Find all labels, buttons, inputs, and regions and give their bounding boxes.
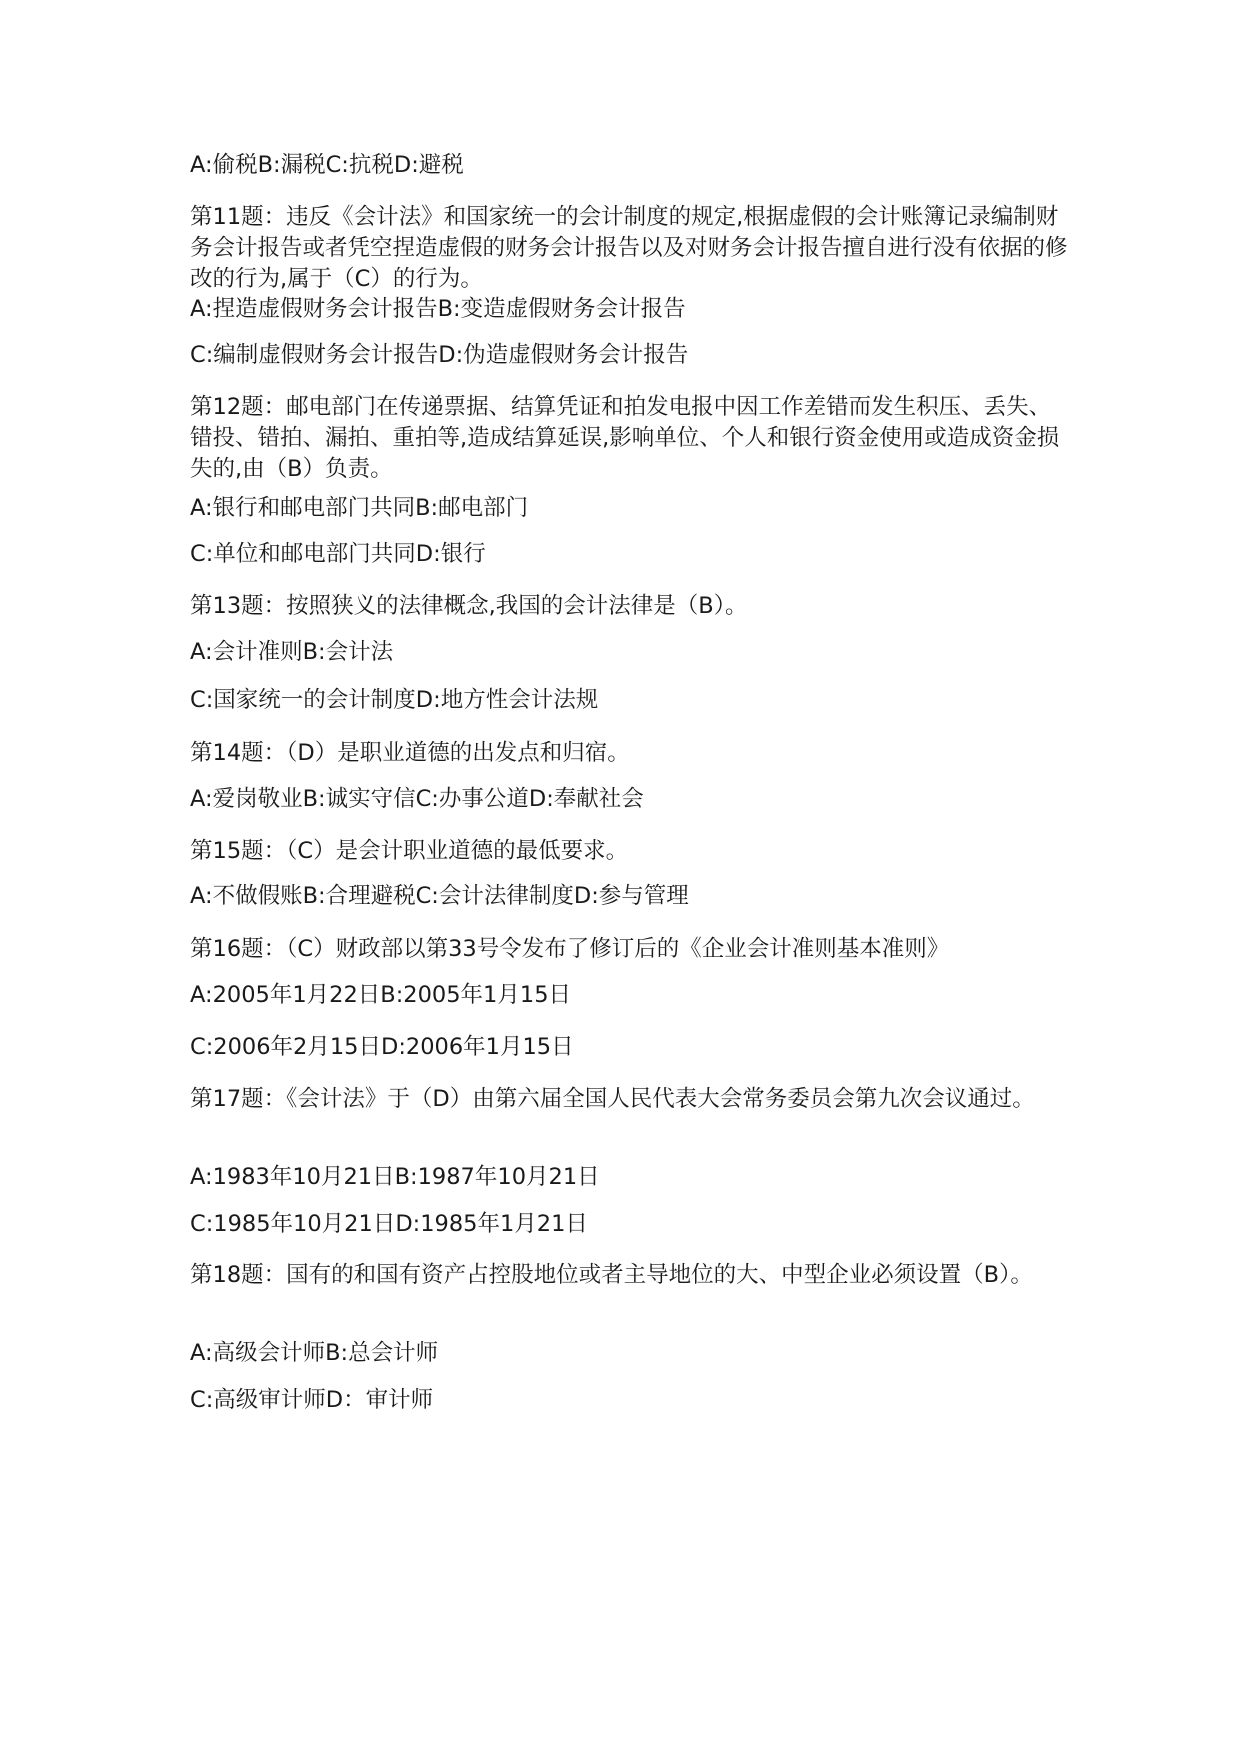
- answer-options: A:会计准则B:会计法: [190, 639, 394, 665]
- answer-options: A:不做假账B:合理避税C:会计法律制度D:参与管理: [190, 883, 689, 909]
- question-13: 第13题：按照狭义的法律概念,我国的会计法律是（B）。: [190, 593, 748, 619]
- answer-options: C:1985年10月21日D:1985年1月21日: [190, 1211, 588, 1237]
- answer-options: C:高级审计师D：审计师: [190, 1387, 434, 1413]
- question-11: 第11题：违反《会计法》和国家统一的会计制度的规定,根据虚假的会计账簿记录编制财务会计报告或者凭空捏造虚假的财务会计报告以及对财务会计报告擅自进行没有依据的修改的行为,属于（C）的行为。: [190, 204, 1068, 292]
- answer-options: C:2006年2月15日D:2006年1月15日: [190, 1034, 574, 1060]
- question-15: 第15题：（C）是会计职业道德的最低要求。: [190, 838, 629, 864]
- question-14: 第14题：（D）是职业道德的出发点和归宿。: [190, 740, 630, 766]
- question-12: 第12题：邮电部门在传递票据、结算凭证和拍发电报中因工作差错而发生积压、丢失、错投、错拍、漏拍、重拍等,造成结算延误,影响单位、个人和银行资金使用或造成资金损失的,由（B）负责。: [190, 394, 1060, 482]
- question-17: 第17题：《会计法》于（D）由第六届全国人民代表大会常务委员会第九次会议通过。: [190, 1086, 1035, 1112]
- answer-options: C:编制虚假财务会计报告D:伪造虚假财务会计报告: [190, 342, 689, 368]
- answer-options: A:1983年10月21日B:1987年10月21日: [190, 1164, 600, 1190]
- answer-options: A:高级会计师B:总会计师: [190, 1340, 439, 1366]
- answer-options: C:单位和邮电部门共同D:银行: [190, 541, 486, 567]
- answer-options: A:爱岗敬业B:诚实守信C:办事公道D:奉献社会: [190, 786, 644, 812]
- answer-options: A:偷税B:漏税C:抗税D:避税: [190, 152, 464, 178]
- question-18: 第18题：国有的和国有资产占控股地位或者主导地位的大、中型企业必须设置（B）。: [190, 1262, 1033, 1288]
- answer-options: A:2005年1月22日B:2005年1月15日: [190, 982, 572, 1008]
- answer-options: A:银行和邮电部门共同B:邮电部门: [190, 495, 529, 521]
- answer-options: A:捏造虚假财务会计报告B:变造虚假财务会计报告: [190, 296, 686, 322]
- question-16: 第16题：（C）财政部以第33号令发布了修订后的《企业会计准则基本准则》: [190, 936, 950, 962]
- answer-options: C:国家统一的会计制度D:地方性会计法规: [190, 687, 599, 713]
